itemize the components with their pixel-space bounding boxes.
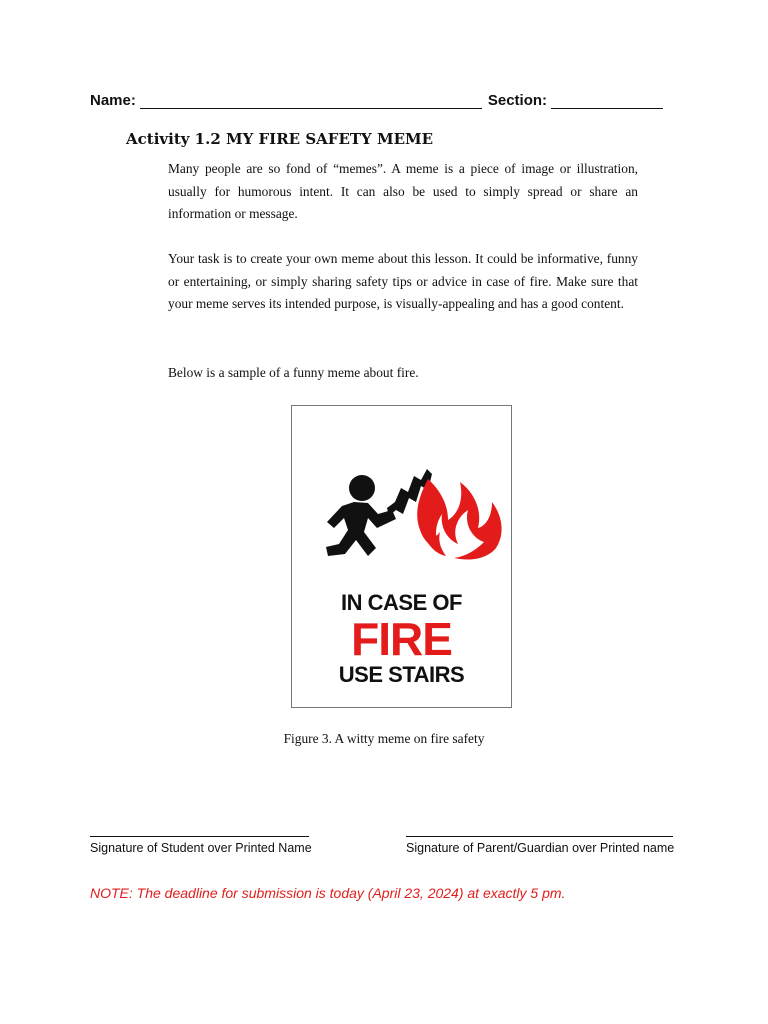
activity-title: Activity 1.2 MY FIRE SAFETY MEME — [126, 130, 434, 148]
paragraph-meme-definition: Many people are so fond of “memes”. A meme is a piece of image or illustration, usually for humorous intent. It can also be used to simply spread or share an information or message. — [168, 161, 638, 221]
meme-text-use-stairs: USE STAIRS — [338, 662, 465, 687]
meme-text-fire: FIRE — [351, 613, 452, 665]
parent-signature-block — [406, 820, 681, 855]
student-signature-label: Signature of Student over Printed Name — [90, 841, 312, 855]
section-blank-line[interactable] — [551, 94, 663, 109]
paragraph-sample-intro: Below is a sample of a funny meme about fire. — [168, 365, 419, 380]
name-section-header — [90, 92, 665, 109]
meme-image — [291, 405, 512, 708]
parent-signature-label: Signature of Parent/Guardian over Printed name — [406, 841, 675, 855]
paragraph-task: Your task is to create your own meme about this lesson. It could be informative, funny or entertaining, or simply sharing safety tips or advice in case of fire. Make sure that your meme serves its intended purpose, is visually-appealing and has a good content. — [168, 251, 638, 311]
name-label: Name: — [90, 92, 136, 109]
figure-caption: Figure 3. A witty meme on fire safety — [283, 731, 485, 746]
meme-text-in-case-of: IN CASE OF — [341, 590, 462, 615]
name-blank-line[interactable] — [140, 94, 482, 109]
student-signature-line[interactable] — [90, 820, 309, 837]
section-label: Section: — [487, 92, 548, 109]
parent-signature-line[interactable] — [406, 820, 673, 837]
deadline-note: NOTE: The deadline for submission is today (April 23, 2024) at exactly 5 pm. — [90, 885, 566, 901]
student-signature-block — [90, 820, 312, 855]
